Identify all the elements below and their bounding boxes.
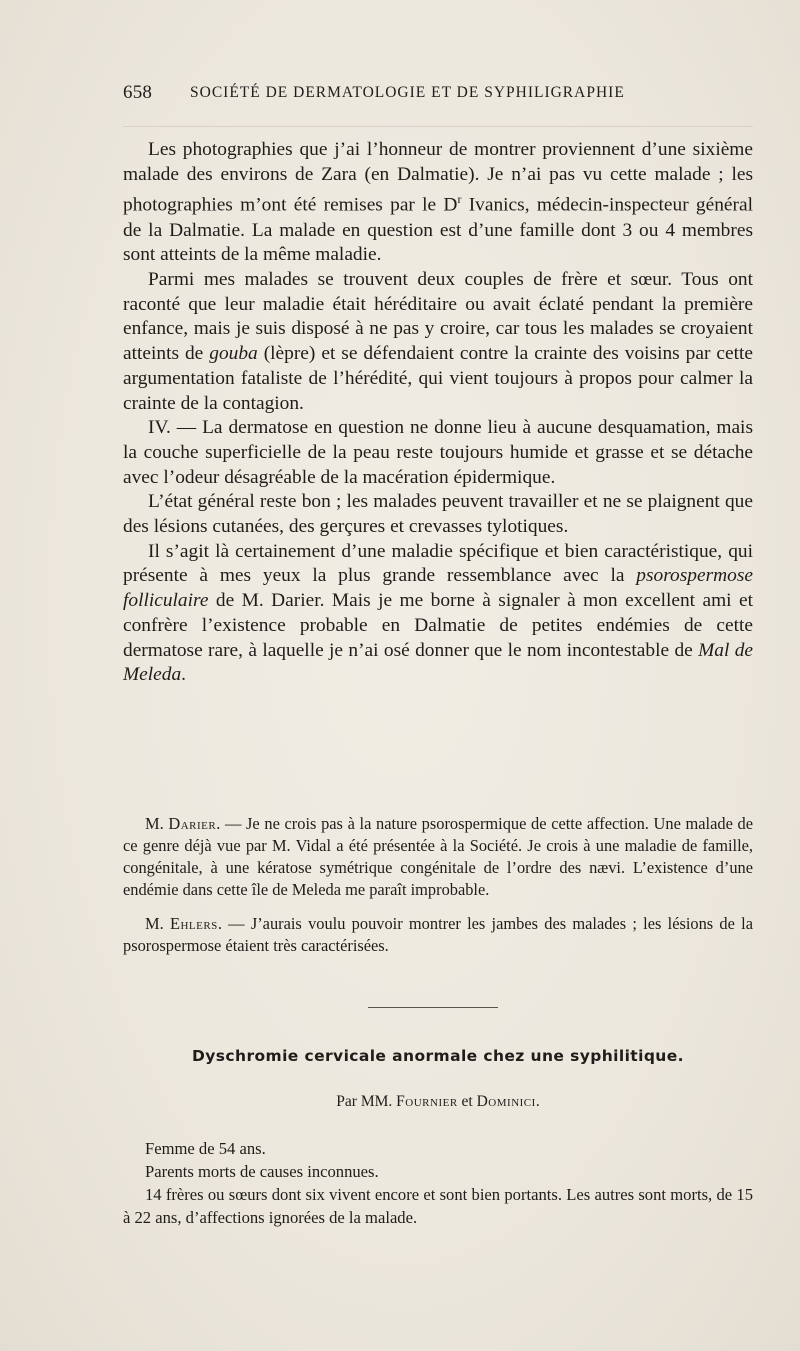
paragraph-5: Il s’agit là certainement d’une maladie spécifique et bien caractéristique, qui présente à mes yeux la plus grande ressemblance avec la psorospermose folliculaire de M. Darier. Mais je me borne à signaler à mon excellent ami et confrère l’existence probable en Dalmatie de petites endémies de cette dermatose rare, à laquelle je n’ai osé donner que le nom incontestable de Mal de Meleda. <box>123 540 753 686</box>
remark-ehlers: M. Ehlers. — J’aurais voulu pouvoir montrer les jambes des malades ; les lésions de la psorospermose étaient très caractérisées. <box>123 914 754 955</box>
paragraph-4: L’état général reste bon ; les malades peuvent travailler et ne se plaignent que des lésions cutanées, des gerçures et crevasses tylotiques. <box>123 491 753 538</box>
paragraph-2: Parmi mes malades se trouvent deux couples de frère et sœur. Tous ont raconté que leur maladie était héréditaire ou avait éclaté pendant la première enfance, mais je suis disposé à ne pas y croire, car tous les malades se croyaient atteints de gouba (lèpre) et se défendaient contre la crainte des voisins par cette argumentation fataliste de l’hérédité, qui vient toujours à propos pour calmer la crainte de la contagion. <box>123 268 753 414</box>
main-text <box>123 138 753 688</box>
speaker-ehlers: Ehlers <box>169 914 218 933</box>
section-rule <box>368 1007 498 1008</box>
speaker-darier: Darier <box>168 814 217 833</box>
article-line-3: 14 frères ou sœurs dont six vivent encore et sont bien portants. Les autres sont morts, de 15 à 22 ans, d’affections ignorées de la malade. <box>123 1185 753 1227</box>
discussion <box>123 813 753 957</box>
superscript-r: r <box>457 192 462 207</box>
running-title: SOCIÉTÉ DE DERMATOLOGIE ET DE SYPHILIGRAPHIE <box>190 84 625 101</box>
article-title: Dyschromie cervicale anormale chez une syphilitique. <box>192 1047 684 1065</box>
remark-darier: M. Darier. — Je ne crois pas à la nature psorospermique de cette affection. Une malade de ce genre déjà vue par M. Vidal a été présentée à la Société. Je crois à une maladie de famille, congénitale, à une kératose symétrique congénitale de l’ordre des nævi. L’existence d’une endémie dans cette île de Meleda me paraît improbable. <box>123 814 753 899</box>
paragraph-3: IV. — La dermatose en question ne donne lieu à aucune desquamation, mais la couche superficielle de la peau reste toujours humide et grasse et se détache avec l’odeur désagréable de la macération épidermique. <box>123 417 753 488</box>
article-line-2: Parents morts de causes inconnues. <box>145 1162 379 1181</box>
article-line-1: Femme de 54 ans. <box>145 1139 266 1158</box>
article-body <box>123 1137 753 1229</box>
page-number: 658 <box>123 82 153 103</box>
header-rule <box>123 126 753 127</box>
paragraph-1: Les photographies que j’ai l’honneur de montrer proviennent d’une sixième malade des environs de Zara (en Dalmatie). Je n’ai pas vu cette malade ; les photographies m’ont été remises par le $D^r$ Ivanics, médecin-inspecteur général de la Dalmatie. La malade en question est d’une famille dont 3 ou 4 membres sont atteints de la même maladie. <box>123 139 753 266</box>
article-authors: Par MM. Fournier et Dominici. <box>336 1093 540 1110</box>
